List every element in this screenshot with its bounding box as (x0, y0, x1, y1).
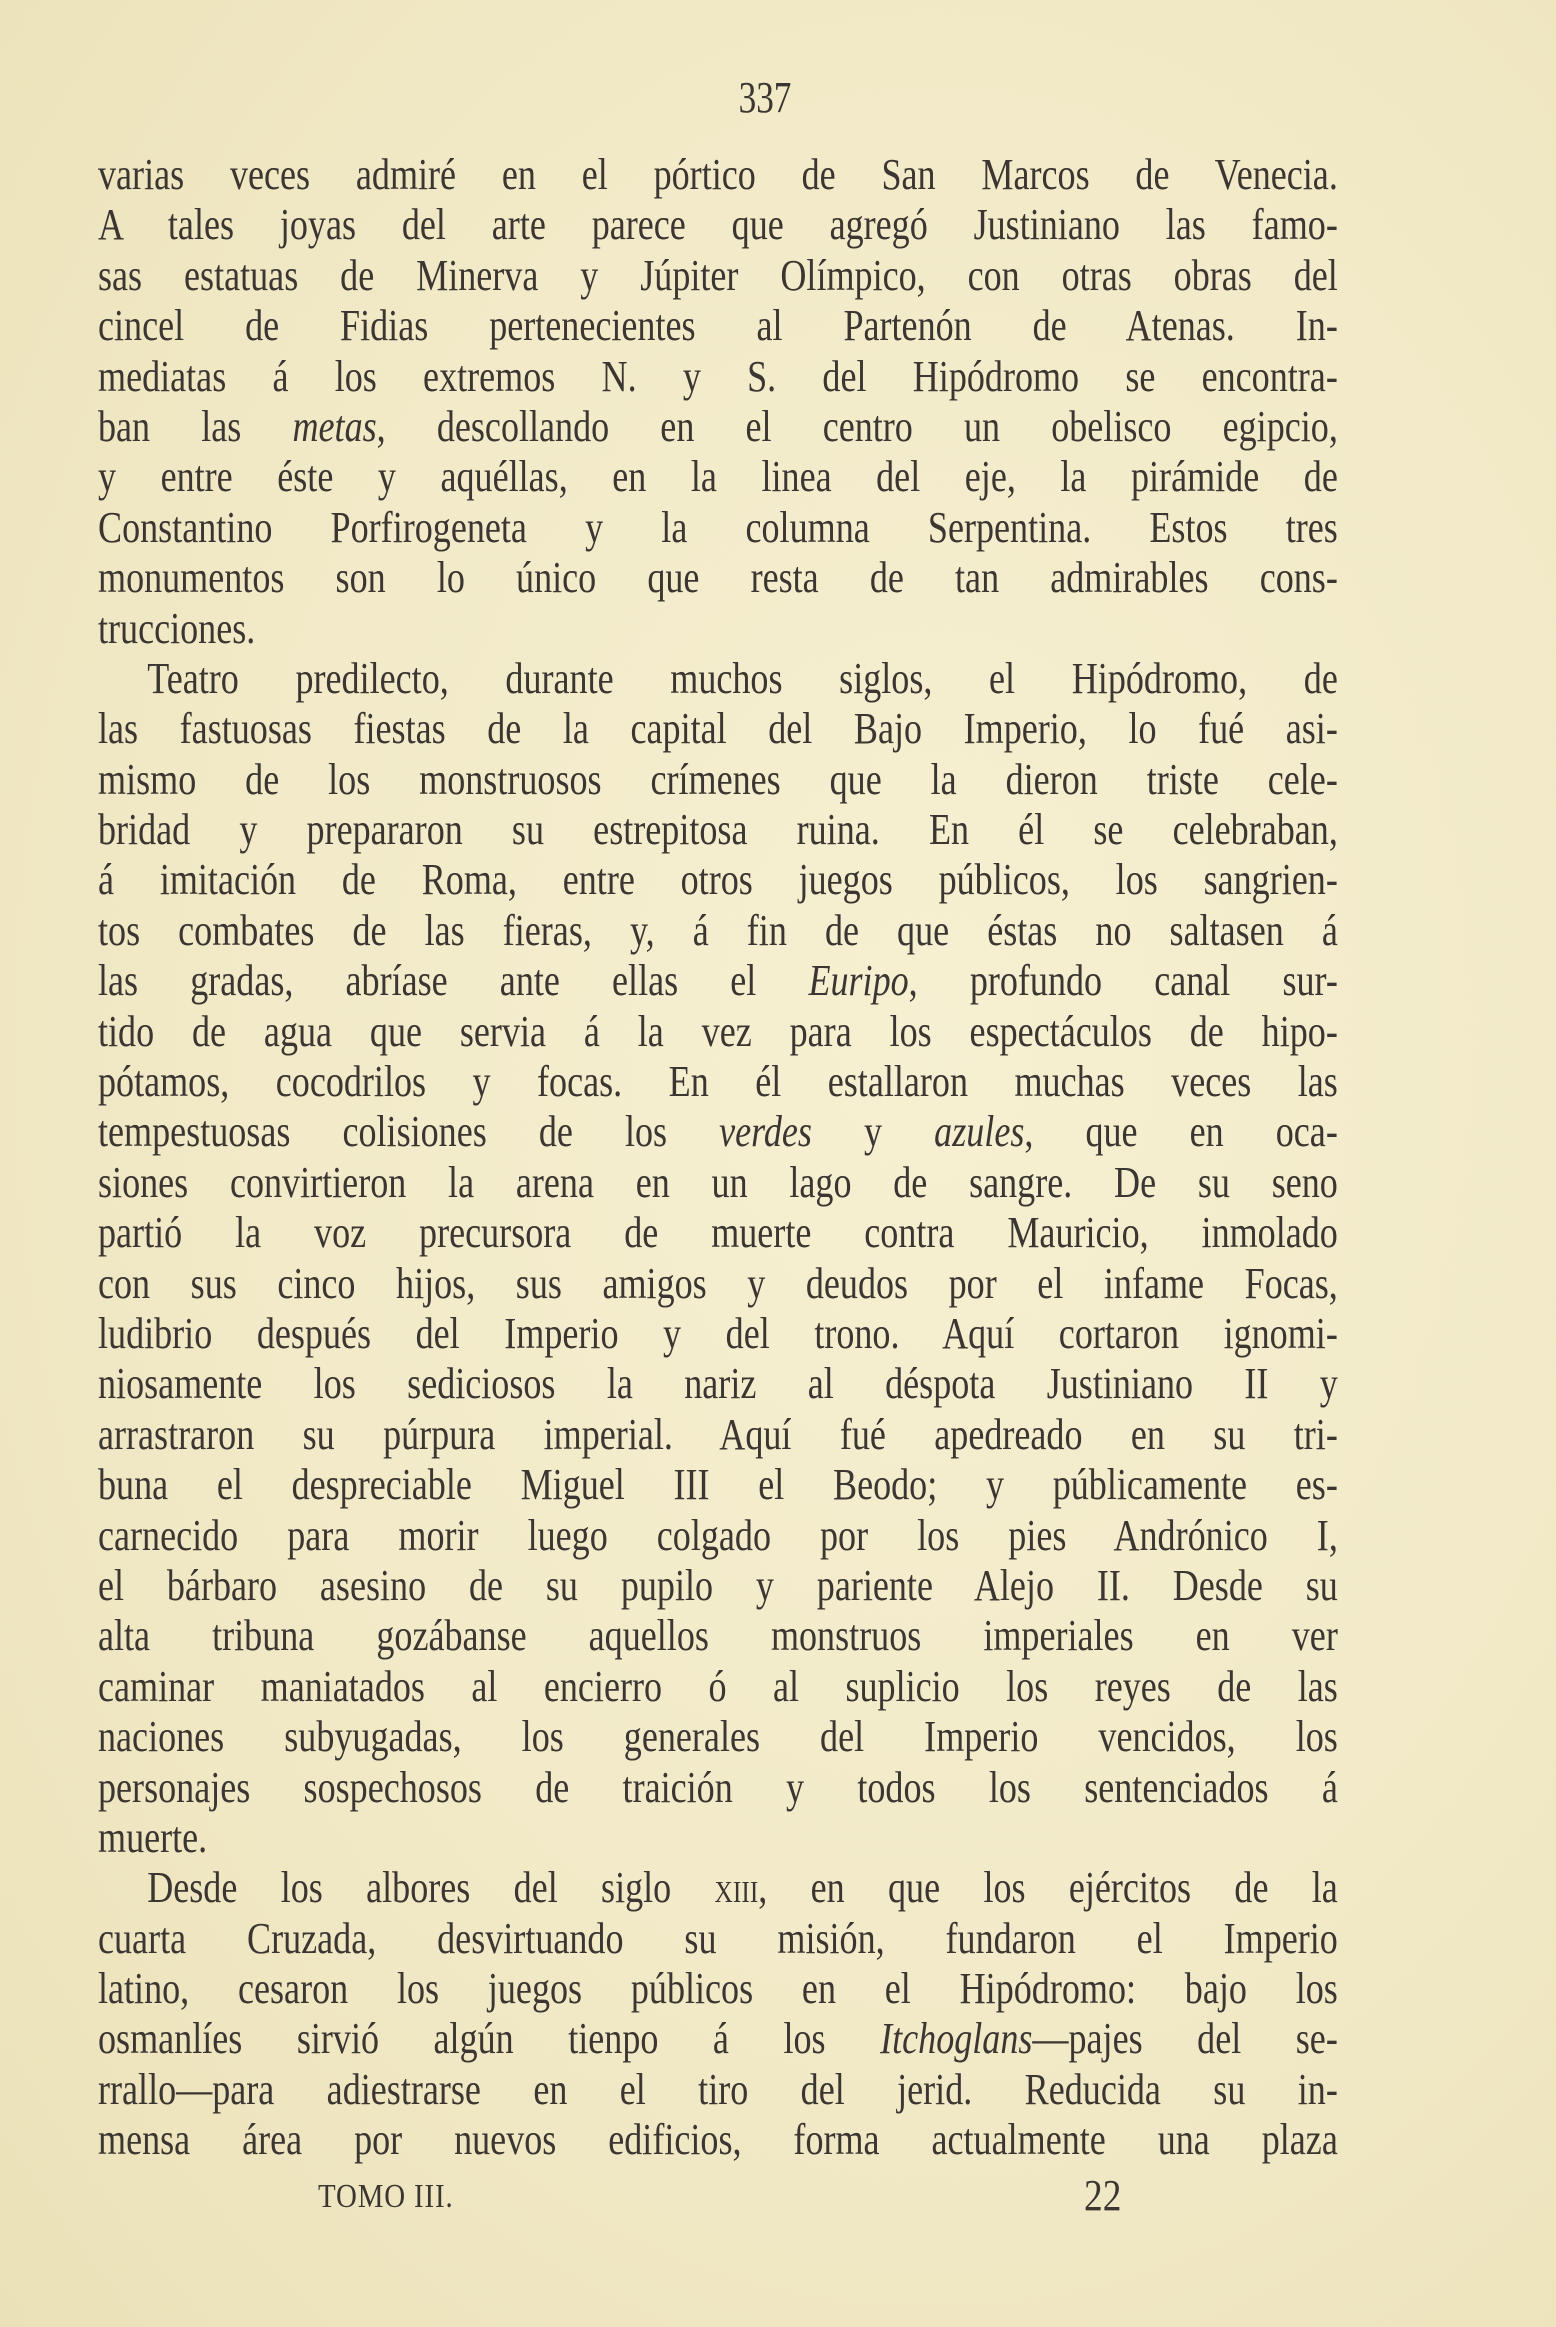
text-segment: tido de agua que servia á la vez para los espectáculos de hipo- (98, 1006, 1338, 1056)
text-line (98, 1309, 1338, 1359)
text-line (98, 452, 1338, 502)
text-segment: y (811, 1107, 935, 1157)
text-line (98, 352, 1338, 402)
text-segment: tos combates de las fieras, y, á fin de que éstas no saltasen á (98, 905, 1338, 955)
text-segment: pótamos, cocodrilos y focas. En él estallaron muchas veces las (98, 1057, 1338, 1107)
text-segment: y entre éste y aquéllas, en la linea del eje, la pirámide de (98, 452, 1338, 502)
text-segment: , descollando en el centro un obelisco egipcio, (376, 401, 1338, 451)
text-segment: siones convirtieron la arena en un lago de sangre. De su seno (98, 1157, 1338, 1207)
text-line (98, 956, 1338, 1006)
text-segment: Teatro predilecto, durante muchos siglos, el Hipódromo, de (147, 653, 1338, 703)
text-segment: cuarta Cruzada, desvirtuando su misión, fundaron el Imperio (98, 1913, 1338, 1963)
text-line (98, 654, 1338, 704)
text-segment: rrallo—para adiestrarse en el tiro del jerid. Reducida su in- (98, 2064, 1338, 2114)
text-segment: cincel de Fidias pertenecientes al Partenón de Atenas. In- (98, 301, 1338, 351)
footer-volume-label: TOMO III. (318, 2178, 454, 2215)
text-line (98, 1863, 1338, 1913)
text-segment: muerte. (98, 1812, 208, 1862)
text-line (98, 1511, 1338, 1561)
text-line (98, 755, 1338, 805)
text-line (98, 301, 1338, 351)
text-segment: niosamente los sediciosos la nariz al déspota Justiniano II y (98, 1359, 1338, 1409)
italic-text: azules (934, 1107, 1025, 1157)
text-line (98, 1712, 1338, 1762)
text-segment: las gradas, abríase ante ellas el (98, 956, 809, 1006)
text-line (98, 1964, 1338, 2014)
italic-text: Itchoglans (880, 2014, 1033, 2064)
text-line (98, 604, 1338, 654)
text-segment: sas estatuas de Minerva y Júpiter Olímpico, con otras obras del (98, 250, 1338, 300)
text-segment: , profundo canal sur- (908, 956, 1338, 1006)
text-line (98, 1107, 1338, 1157)
text-segment: A tales joyas del arte parece que agregó Justiniano las famo- (98, 200, 1338, 250)
text-segment: monumentos son lo único que resta de tan admirables cons- (98, 553, 1338, 603)
text-segment: las fastuosas fiestas de la capital del Bajo Imperio, lo fué asi- (98, 704, 1338, 754)
text-line (98, 553, 1338, 603)
text-line (98, 200, 1338, 250)
text-segment: el bárbaro asesino de su pupilo y pariente Alejo II. Desde su (98, 1560, 1338, 1610)
text-line (98, 906, 1338, 956)
text-segment: á imitación de Roma, entre otros juegos públicos, los sangrien- (98, 855, 1338, 905)
text-line (98, 855, 1338, 905)
text-line (98, 1763, 1338, 1813)
text-line (98, 1208, 1338, 1258)
text-segment: —pajes del se- (1032, 2014, 1338, 2064)
text-line (98, 251, 1338, 301)
text-line (98, 1158, 1338, 1208)
text-segment: mensa área por nuevos edificios, forma actualmente una plaza (98, 2115, 1338, 2165)
text-line (98, 2065, 1338, 2115)
text-segment: mediatas á los extremos N. y S. del Hipódromo se encontra- (98, 351, 1338, 401)
text-segment: varias veces admiré en el pórtico de San Marcos de Venecia. (98, 150, 1338, 199)
text-segment: bridad y prepararon su estrepitosa ruina. En él se celebraban, (98, 805, 1338, 855)
text-segment: personajes sospechosos de traición y todos los sentenciados á (98, 1762, 1338, 1812)
text-line (98, 2115, 1338, 2165)
text-line (98, 805, 1338, 855)
text-line (98, 704, 1338, 754)
text-segment: alta tribuna gozábanse aquellos monstruos imperiales en ver (98, 1611, 1338, 1661)
text-segment: xiii (714, 1863, 759, 1913)
text-segment: Constantino Porfirogeneta y la columna Serpentina. Estos tres (98, 502, 1338, 552)
text-line (98, 402, 1338, 452)
text-segment: Desde los albores del siglo (147, 1863, 715, 1913)
text-line (98, 1057, 1338, 1107)
text-line (98, 1460, 1338, 1510)
text-line (98, 1611, 1338, 1661)
italic-text: verdes (719, 1107, 812, 1157)
text-segment: arrastraron su púrpura imperial. Aquí fué apedreado en su tri- (98, 1409, 1338, 1459)
text-segment: trucciones. (98, 603, 256, 653)
text-segment: carnecido para morir luego colgado por los pies Andrónico I, (98, 1510, 1338, 1560)
text-segment: ludibrio después del Imperio y del trono. Aquí cortaron ignomi- (98, 1308, 1338, 1358)
text-segment: naciones subyugadas, los generales del Imperio vencidos, los (98, 1712, 1338, 1762)
text-segment: , que en oca- (1024, 1107, 1338, 1157)
italic-text: Euripo (808, 956, 909, 1006)
text-line (98, 1259, 1338, 1309)
italic-text: metas (292, 401, 377, 451)
text-segment: osmanlíes sirvió algún tienpo á los (98, 2014, 881, 2064)
text-segment: mismo de los monstruosos crímenes que la dieron triste cele- (98, 754, 1338, 804)
text-segment: caminar maniatados al encierro ó al suplicio los reyes de las (98, 1661, 1338, 1711)
text-segment: , en que los ejércitos de la (758, 1863, 1338, 1913)
footer-signature-mark: 22 (1084, 2171, 1122, 2220)
text-line (98, 1410, 1338, 1460)
text-line (98, 150, 1338, 200)
text-segment: tempestuosas colisiones de los (98, 1107, 720, 1157)
text-line (98, 503, 1338, 553)
text-line (98, 1662, 1338, 1712)
text-segment: buna el despreciable Miguel III el Beodo; y públicamente es- (98, 1460, 1338, 1510)
text-line (98, 1813, 1338, 1863)
text-segment: partió la voz precursora de muerte contra Mauricio, inmolado (98, 1208, 1338, 1258)
text-segment: con sus cinco hijos, sus amigos y deudos por el infame Focas, (98, 1258, 1338, 1308)
text-line (98, 2014, 1338, 2064)
text-line (98, 1007, 1338, 1057)
text-line (98, 1914, 1338, 1964)
text-segment: ban las (98, 401, 293, 451)
text-line (98, 1561, 1338, 1611)
text-line (98, 1359, 1338, 1409)
page-number: 337 (738, 73, 792, 122)
text-segment: latino, cesaron los juegos públicos en el Hipódromo: bajo los (98, 1964, 1338, 2014)
body-text (98, 150, 1556, 2166)
